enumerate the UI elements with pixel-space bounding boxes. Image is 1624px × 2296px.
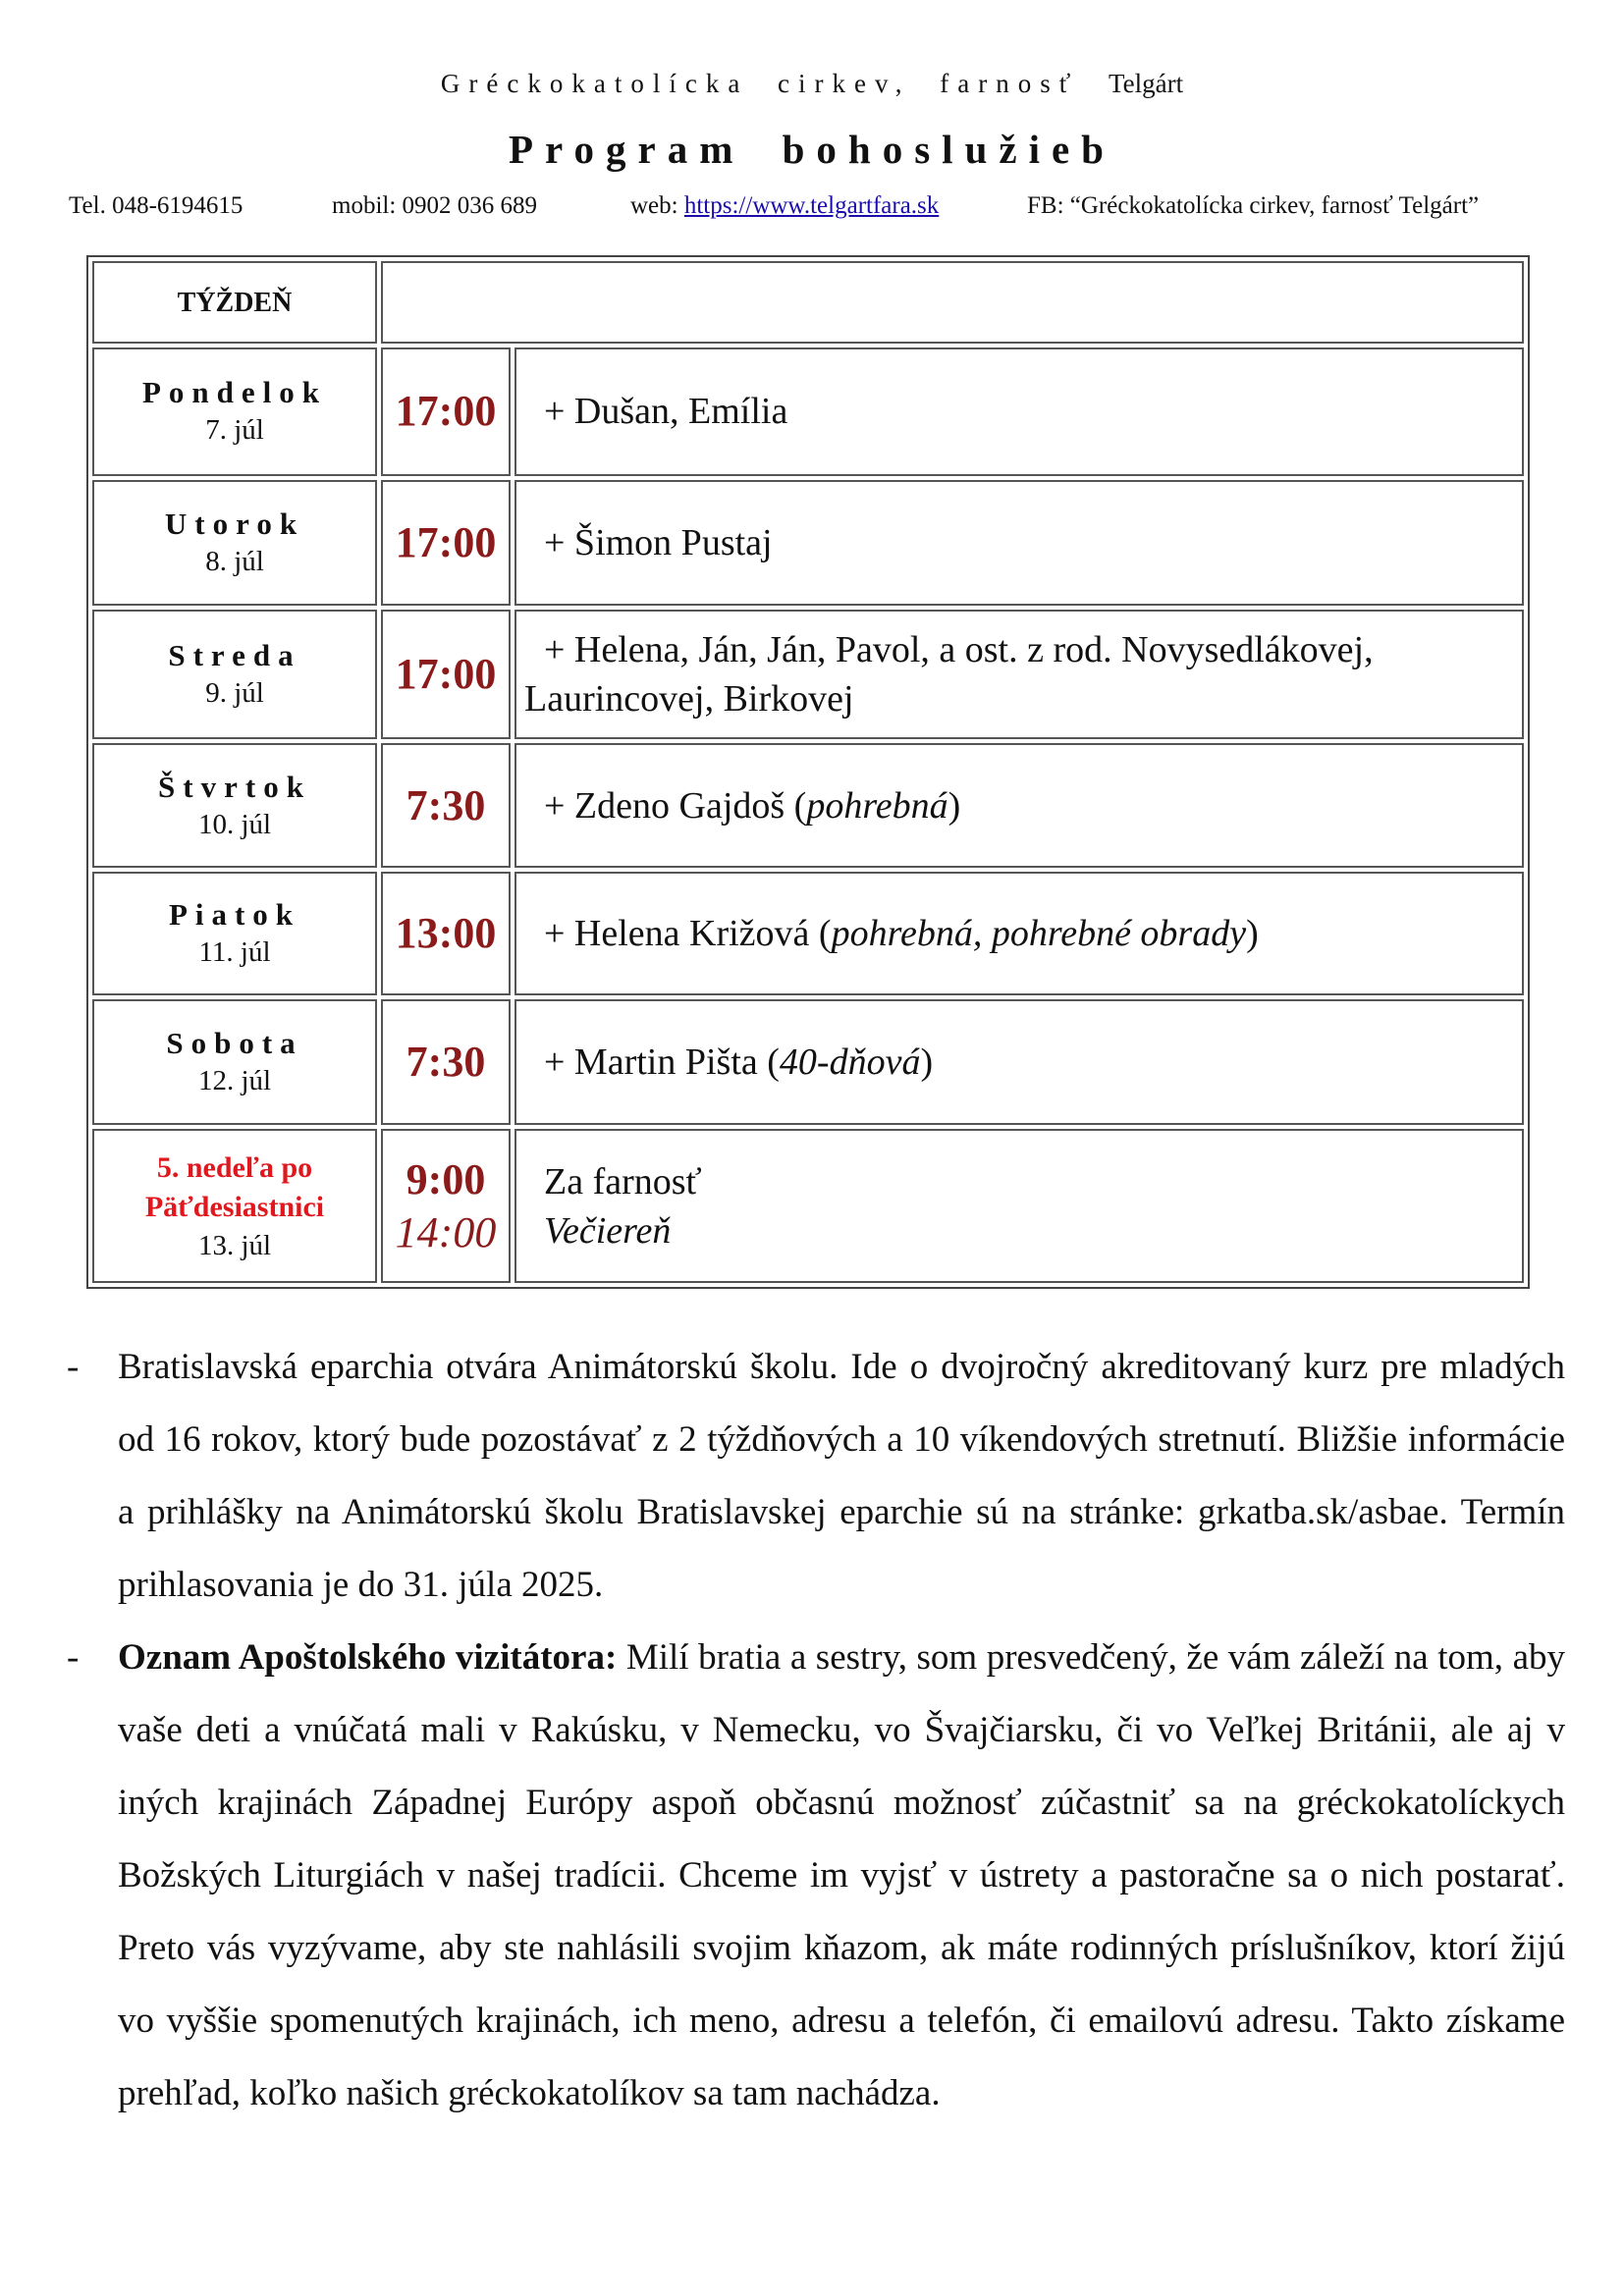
phone: Tel. 048-6194615 bbox=[69, 192, 244, 219]
table-row: Pondelok 7. júl 17:00 + Dušan, Emília bbox=[92, 347, 1524, 475]
announcement-item: - Bratislavská eparchia otvára Animátorskú školu. Ide o dvojročný akreditovaný kurz pre mladých od 16 rokov, ktorý bude pozostávať z 2 týždňových a 10 víkendových stretnutí. Bližšie informácie a prihlášky na Animátorskú školu Bratislavskej eparchie sú na stránke: grkatba.sk/asbae. Termín prihlasovania je do 31. júla 2025. bbox=[67, 1347, 1565, 1605]
table-row: Štvrtok 10. júl 7:30 + Zdeno Gajdoš (pohrebná) bbox=[92, 743, 1524, 867]
table-row-sunday: 5. nedeľa po Päťdesiastnici 13. júl 9:00 14:00 Za farnosť Večiereň bbox=[92, 1129, 1524, 1283]
schedule-table bbox=[86, 255, 1530, 1289]
page-title: Program bohoslužieb bbox=[509, 127, 1115, 172]
web: web: https://www.telgartfara.sk bbox=[630, 192, 940, 219]
facebook: FB: “Gréckokatolícka cirkev, farnosť Telgárt” bbox=[1027, 192, 1480, 219]
announcement-item: - Oznam Apoštolského vizitátora: Milí bratia a sestry, som presvedčený, že vám záleží na tom, aby vaše deti a vnúčatá mali v Rakúsku, v Nemecku, vo Švajčiarsku, či vo Veľkej Británii, ale aj v iných krajinách Západnej Európy aspoň občasnú možnosť zúčastniť sa na gréckokatolíckych Božských Liturgiách v našej tradícii. Chceme im vyjsť v ústrety a pastoračne sa o nich postarať. Preto vás vyzývame, aby ste nahlásili svojim kňazom, ak máte rodinných príslušníkov, ktorí žijú vo vyššie spomenutých krajinách, ich meno, adresu a telefón, či emailovú adresu. Takto získame prehľad, koľko našich gréckokatolíkov sa tam nachádza. bbox=[67, 1637, 1566, 2113]
church-name: Gréckokatolícka cirkev, farnosť Telgárt bbox=[440, 69, 1184, 98]
week-header: TÝŽDEŇ bbox=[92, 261, 377, 344]
web-link[interactable]: https://www.telgartfara.sk bbox=[683, 192, 940, 219]
table-row: Sobota 12. júl 7:30 + Martin Pišta (40-dňová) bbox=[92, 999, 1524, 1125]
mobile: mobil: 0902 036 689 bbox=[332, 192, 538, 219]
announcements bbox=[67, 1331, 1565, 2130]
table-header-row bbox=[92, 261, 1524, 344]
week-header-empty bbox=[381, 261, 1524, 344]
table-row: Utorok 8. júl 17:00 + Šimon Pustaj bbox=[92, 480, 1524, 606]
table-row: Piatok 11. júl 13:00 + Helena Križová (pohrebná, pohrebné obrady) bbox=[92, 872, 1524, 995]
table-row: Streda 9. júl 17:00 + Helena, Ján, Ján, Pavol, a ost. z rod. Novysedlákovej, Laurincovej, Birkovej bbox=[92, 610, 1524, 739]
